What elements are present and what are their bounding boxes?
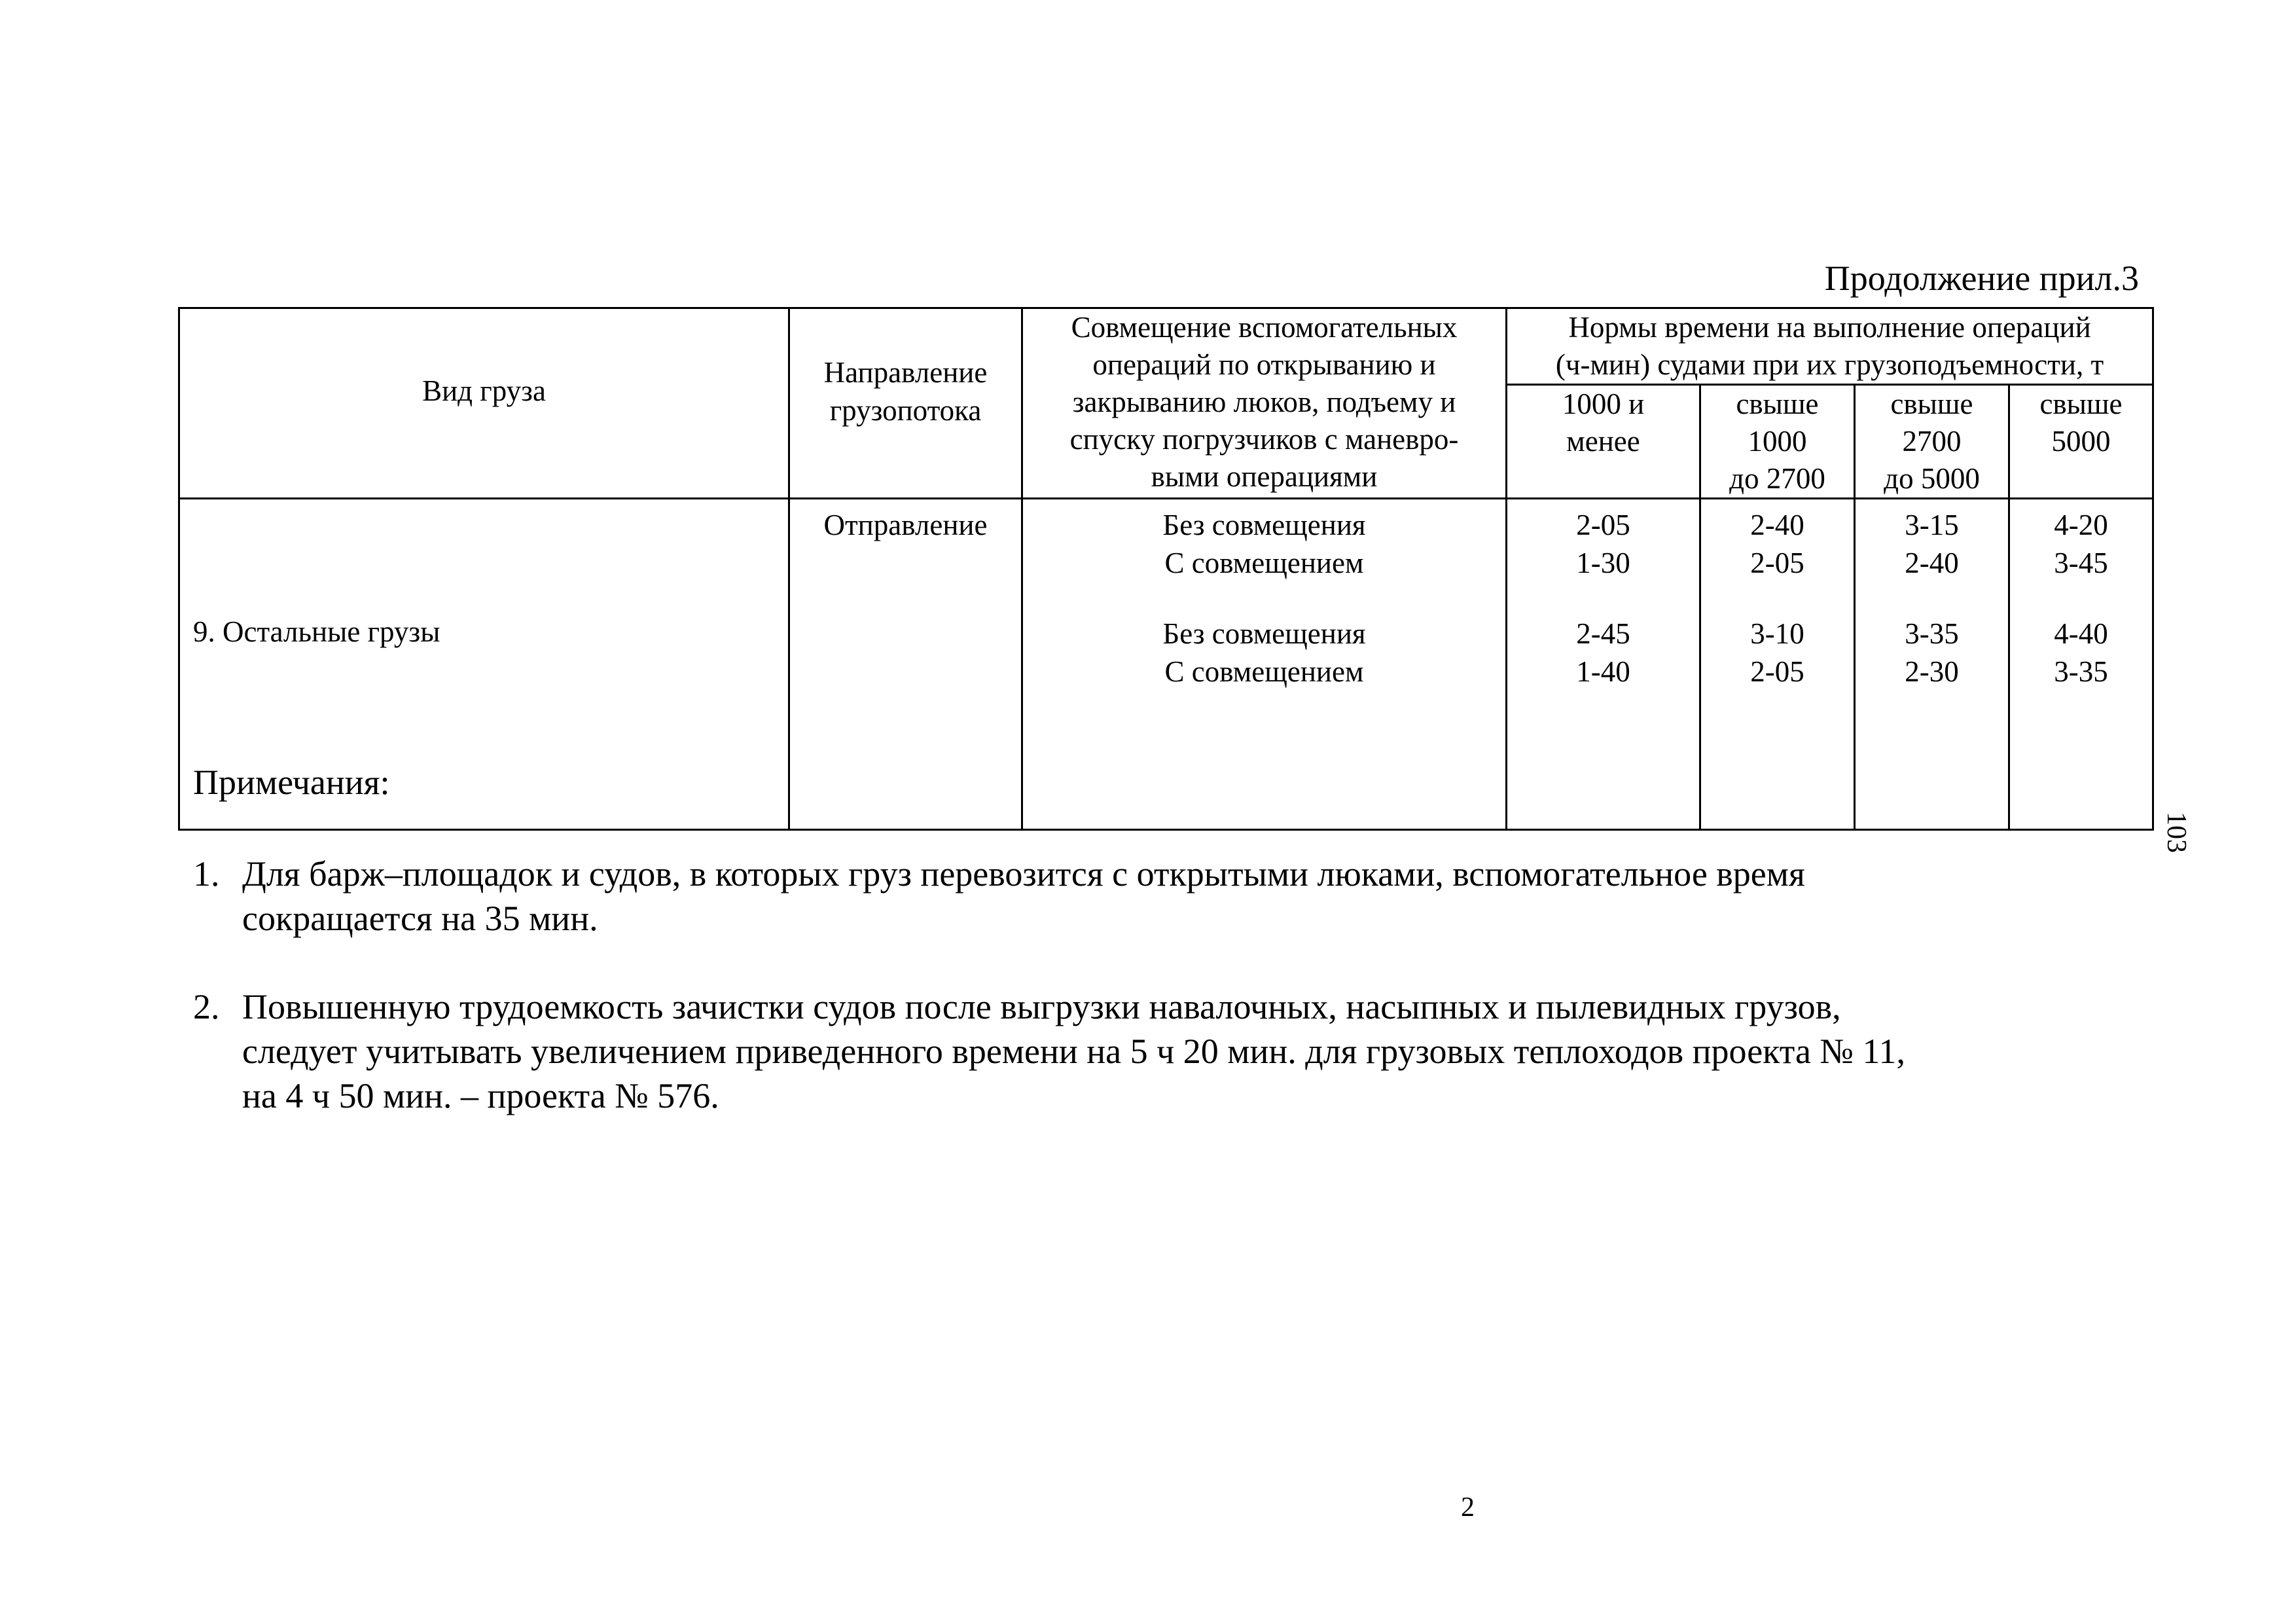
tonnage-1000-2700-cell: 2-40 2-05 3-10 2-05 [1700, 499, 1855, 830]
table-header-row [179, 308, 2153, 385]
direction-cell: Отправление [789, 499, 1022, 830]
tonnage-over-5000-cell: 4-20 3-45 4-40 3-35 [2009, 499, 2153, 830]
header-tonnage-over-5000: свыше 5000 [2009, 385, 2153, 499]
side-page-number: 103 [2161, 812, 2191, 853]
header-tonnage-1000-or-less: 1000 и менее [1507, 385, 1700, 499]
table-row [179, 499, 2153, 830]
cargo-type-cell: 9. Остальные грузы [179, 499, 789, 830]
note-text: Для барж–площадок и судов, в которых груз перевозится с открытыми люками, вспомогательное время сокращается на 35 мин. [242, 854, 1805, 938]
header-cargo-type: Вид груза [179, 308, 789, 499]
note-text: Повышенную трудоемкость зачистки судов после выгрузки навалочных, насыпных и пылевидных грузов, следует учитывать увеличением приведенного времени на 5 ч 20 мин. для грузовых теплоходов проекта № 11, на 4 ч 50 мин. – проекта № 576. [242, 987, 1905, 1115]
combination-cell: Без совмещения С совмещением Без совмещения С совмещением [1022, 499, 1507, 830]
note-number: 1. [193, 854, 220, 893]
header-cargo-direction: Направление грузопотока [789, 308, 1022, 499]
norms-table [178, 307, 2154, 831]
header-combination: Совмещение вспомогательных операций по открыванию и закрыванию люков, подъему и спуску погрузчиков с маневро- выми операциями [1022, 308, 1507, 499]
header-time-norms: Нормы времени на выполнение операций (ч-мин) судами при их грузоподъемности, т [1507, 308, 2153, 385]
tonnage-1000-or-less-cell: 2-05 1-30 2-45 1-40 [1507, 499, 1700, 830]
page-number: 2 [1461, 1492, 1475, 1523]
header-tonnage-2700-5000: свыше 2700 до 5000 [1855, 385, 2009, 499]
note-item [193, 852, 2104, 941]
notes-title: Примечания: [193, 763, 390, 802]
note-number: 2. [193, 987, 220, 1026]
tonnage-2700-5000-cell: 3-15 2-40 3-35 2-30 [1855, 499, 2009, 830]
continuation-label: Продолжение прил.3 [1824, 259, 2139, 298]
header-tonnage-1000-2700: свыше 1000 до 2700 [1700, 385, 1855, 499]
note-item [193, 984, 2104, 1118]
